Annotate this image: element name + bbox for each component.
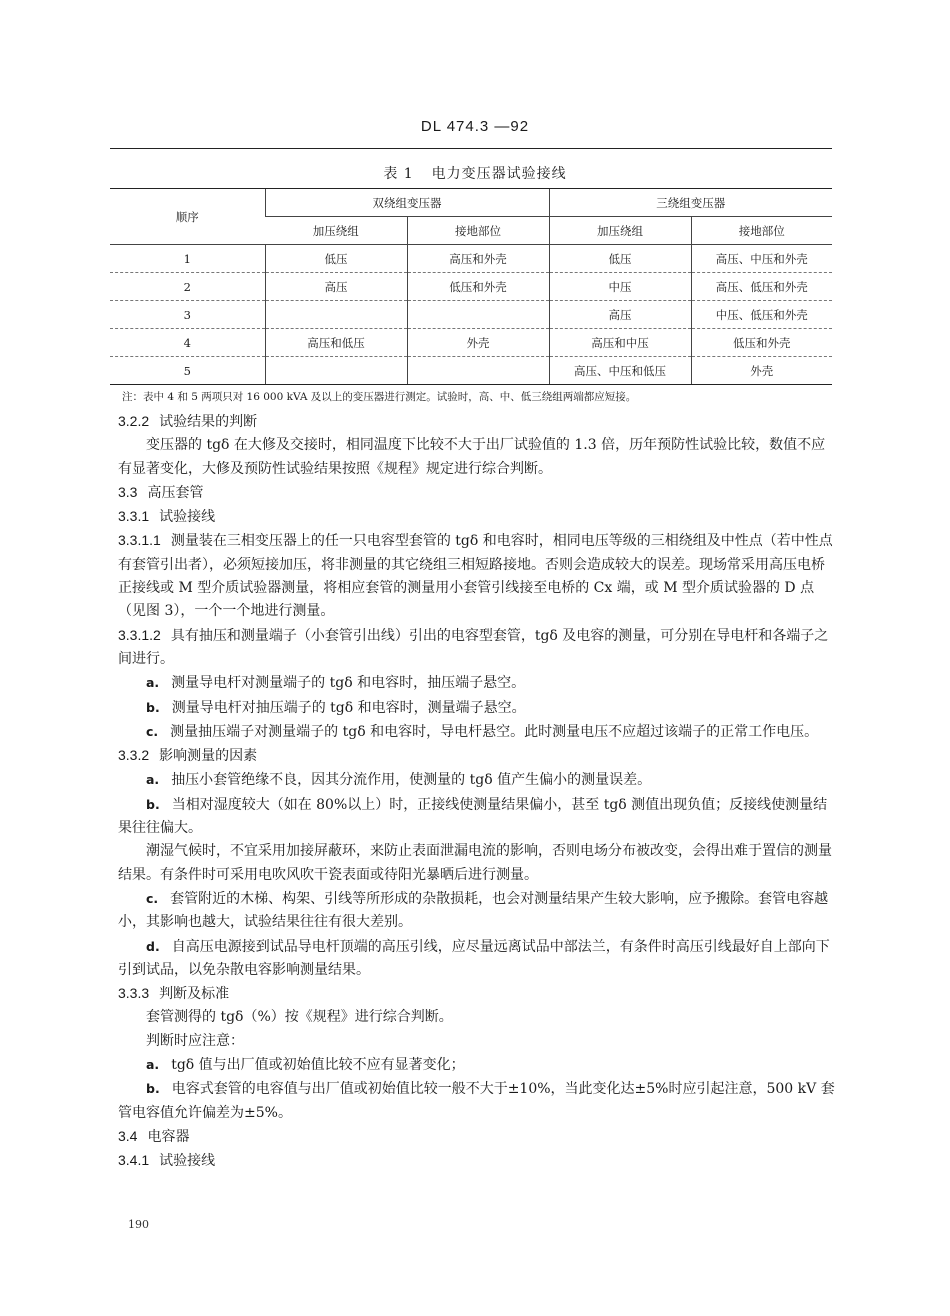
table-row: [110, 273, 832, 301]
paragraph-text: 具有抽压和测量端子（小套管引出线）引出的电容型套管，tgδ 及电容的测量，可分别在导电杆和各端子之间进行。: [118, 627, 829, 667]
table-row: [110, 245, 832, 273]
item-text: 当相对湿度较大（如在 80%以上）时，正接线使测量结果偏小，甚至 tgδ 测值出现负值；反接线使测量结果往往偏大。: [118, 796, 828, 837]
item-label: b.: [146, 796, 160, 812]
cell-tw-applied: 高压和中压: [549, 329, 691, 357]
list-item: [118, 671, 838, 695]
section-3-4-1-heading: [118, 1149, 838, 1173]
cell-dw-ground: 外壳: [407, 329, 549, 357]
cell-tw-applied: 高压、中压和低压: [549, 357, 691, 385]
header-dw-applied: 加压绕组: [265, 217, 407, 245]
cell-dw-ground: 低压和外壳: [407, 273, 549, 301]
cell-seq: 5: [110, 357, 265, 385]
table-note: 注：表中 4 和 5 两项只对 16 000 kVA 及以上的变压器进行测定。试验时，高、中、低三绕组两端都应短接。: [122, 391, 637, 403]
item-text: 套管附近的木梯、构架、引线等所形成的杂散损耗，也会对测量结果产生较大影响，应予搬除。套管电容越小，其影响也越大，试验结果往往有很大差别。: [118, 890, 829, 931]
section-number: 3.3.1.1: [118, 532, 161, 549]
cell-dw-ground: [407, 357, 549, 385]
header-dw-ground: 接地部位: [407, 217, 549, 245]
header-triple-winding: 三绕组变压器: [549, 189, 832, 217]
cell-seq: 3: [110, 301, 265, 329]
item-label: c.: [146, 890, 159, 906]
cell-tw-ground: 中压、低压和外壳: [691, 301, 832, 329]
item-text: 测量导电杆对抽压端子的 tgδ 和电容时，测量端子悬空。: [171, 699, 526, 716]
list-item: [118, 768, 838, 792]
section-title: 试验结果的判断: [159, 414, 258, 430]
section-3-3-1-heading: [118, 505, 838, 529]
section-3-3-1-1-paragraph: [118, 529, 838, 623]
cell-dw-applied: [265, 357, 407, 385]
item-text: 抽压小套管绝缘不良，因其分流作用，使测量的 tgδ 值产生偏小的测量误差。: [171, 772, 652, 789]
table-row: [110, 357, 832, 385]
section-number: 3.3.2: [118, 747, 150, 764]
paragraph-text: 测量装在三相变压器上的任一只电容型套管的 tgδ 和电容时，相同电压等级的三相绕组及中性点（若中性点有套管引出者），必须短接加压，将非测量的其它绕组三相短路接地。否则会造成较大的误差。现场常采用高压电桥正接线或 M 型介质试验器测量，将相应套管的测量用小套管引线接至电桥的 Cx 端，或 M 型介质试验器的 D 点（见图 3），一个一个地进行测量。: [118, 533, 833, 620]
section-title: 判断及标准: [159, 986, 230, 1003]
table-caption-title: 电力变压器试验接线: [431, 166, 567, 182]
section-title: 试验接线: [159, 1153, 216, 1170]
section-title: 影响测量的因素: [159, 748, 258, 765]
cell-tw-ground: 外壳: [691, 357, 832, 385]
paragraph: 判断时应注意：: [146, 1032, 244, 1049]
cell-dw-ground: [407, 301, 549, 329]
section-number: 3.3.3: [118, 985, 150, 1002]
list-item: [118, 696, 838, 720]
section-number: 3.3.1.2: [118, 626, 161, 643]
cell-tw-ground: 高压、低压和外壳: [691, 273, 832, 301]
list-item: [118, 793, 838, 841]
section-number: 3.2.2: [118, 413, 150, 429]
section-number: 3.3.1: [118, 508, 150, 525]
item-text: tgδ 值与出厂值或初始值比较不应有显著变化；: [171, 1057, 465, 1074]
paragraph: 变压器的 tgδ 在大修及交接时，相同温度下比较不大于出厂试验值的 1.3 倍，历年预防性试验比较，数值不应有显著变化，大修及预防性试验结果按照《规程》规定进行综合判断。: [118, 437, 826, 477]
cell-tw-applied: 低压: [549, 245, 691, 273]
cell-dw-applied: 高压: [265, 273, 407, 301]
page-number: 190: [128, 1218, 149, 1231]
list-item: [118, 720, 838, 744]
standard-code-header: DL 474.3 —92: [420, 118, 530, 135]
cell-dw-ground: 高压和外壳: [407, 245, 549, 273]
header-seq: 顺序: [110, 189, 265, 245]
table-caption: [0, 163, 950, 183]
item-label: a.: [146, 772, 160, 788]
section-3-3-2-heading: [118, 744, 838, 768]
section-title: 电容器: [147, 1128, 190, 1145]
section-3-3-heading: [118, 481, 838, 505]
cell-seq: 1: [110, 245, 265, 273]
item-label: c.: [146, 723, 159, 739]
paragraph: 套管测得的 tgδ（%）按《规程》进行综合判断。: [146, 1009, 453, 1026]
transformer-test-table: [110, 188, 832, 385]
item-label: b.: [146, 699, 160, 715]
cell-dw-applied: 低压: [265, 245, 407, 273]
cell-dw-applied: [265, 301, 407, 329]
cell-tw-ground: 低压和外壳: [691, 329, 832, 357]
cell-tw-ground: 高压、中压和外壳: [691, 245, 832, 273]
item-text: 测量抽压端子对测量端子的 tgδ 和电容时，导电杆悬空。此时测量电压不应超过该端子的正常工作电压。: [170, 723, 819, 740]
item-text: 电容式套管的电容值与出厂值或初始值比较一般不大于±10%，当此变化达±5%时应引起注意，500 kV 套管电容值允许偏差为±5%。: [118, 1081, 835, 1121]
list-item: [118, 1053, 838, 1077]
item-label: a.: [146, 675, 160, 691]
list-item: [118, 887, 838, 935]
item-label: b.: [146, 1081, 160, 1097]
section-number: 3.3: [118, 483, 138, 500]
paragraph: 潮湿气候时，不宜采用加接屏蔽环，来防止表面泄漏电流的影响，否则电场分布被改变，会得出难于置信的测量结果。有条件时可采用电吹风吹干瓷表面或待阳光暴晒后进行测量。: [118, 843, 832, 883]
list-item: [118, 1077, 838, 1125]
cell-dw-applied: 高压和低压: [265, 329, 407, 357]
table-row: [110, 329, 832, 357]
section-title: 试验接线: [159, 509, 216, 526]
table-header-row-1: [110, 189, 832, 217]
item-label: d.: [146, 938, 160, 954]
item-text: 测量导电杆对测量端子的 tgδ 和电容时，抽压端子悬空。: [171, 675, 526, 692]
section-number: 3.4: [118, 1127, 138, 1144]
header-tw-applied: 加压绕组: [549, 217, 691, 245]
header-rule: [110, 148, 832, 149]
table-caption-number: 表 1: [383, 166, 414, 182]
item-text: 自高压电源接到试品导电杆顶端的高压引线，应尽量远离试品中部法兰，有条件时高压引线最好自上部向下引到试品，以免杂散电容影响测量结果。: [118, 938, 830, 978]
header-tw-ground: 接地部位: [691, 217, 832, 245]
section-3-3-1-2-paragraph: [118, 624, 838, 672]
section-title: 高压套管: [147, 484, 204, 501]
header-double-winding: 双绕组变压器: [265, 189, 549, 217]
table-row: [110, 301, 832, 329]
cell-seq: 4: [110, 329, 265, 357]
section-3-4-heading: [118, 1125, 838, 1149]
section-number: 3.4.1: [118, 1152, 150, 1169]
section-3-3-3-heading: [118, 982, 838, 1006]
item-label: a.: [146, 1057, 160, 1073]
section-3-2-2-heading: [118, 410, 838, 434]
cell-tw-applied: 中压: [549, 273, 691, 301]
cell-seq: 2: [110, 273, 265, 301]
document-body: [118, 410, 838, 1174]
cell-tw-applied: 高压: [549, 301, 691, 329]
list-item: [118, 935, 838, 983]
